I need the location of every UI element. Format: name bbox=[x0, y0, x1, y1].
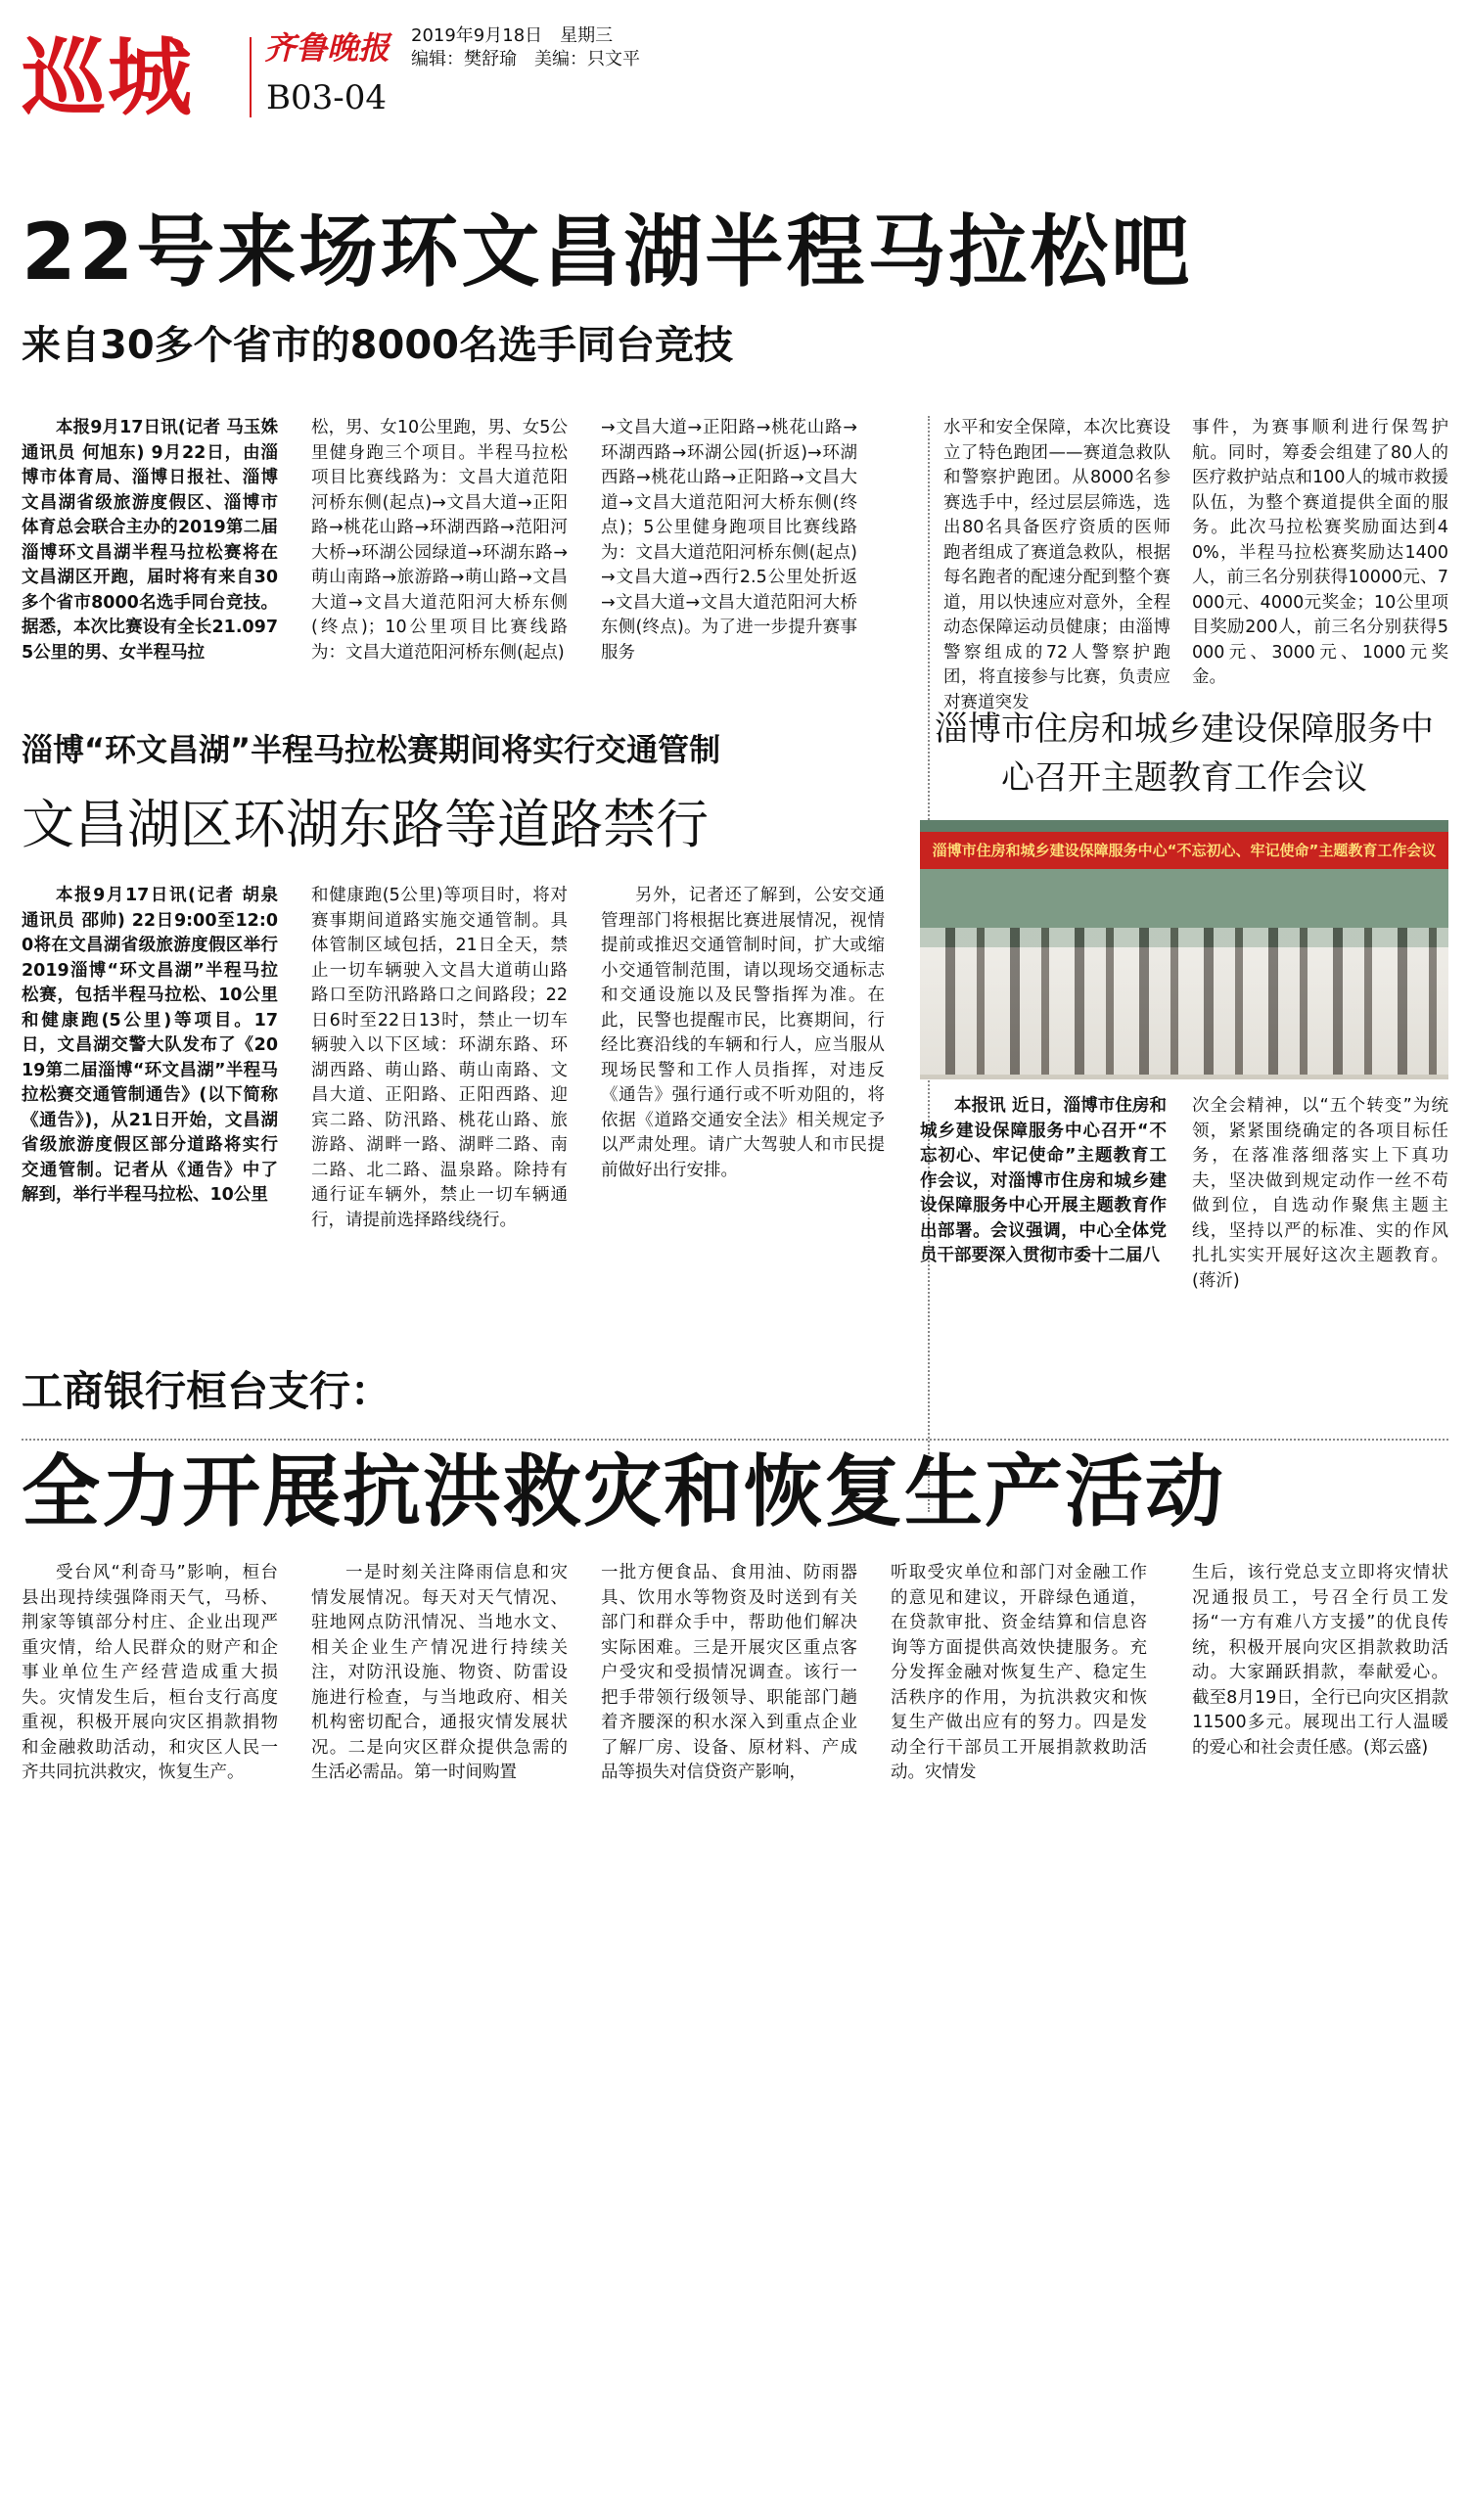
story4-headline: 全力开展抗洪救灾和恢复生产活动 bbox=[22, 1446, 1225, 1537]
story4-col-4: 听取受灾单位和部门对金融工作的意见和建议，开辟绿色通道，在贷款审批、资金结算和信息咨询等方面提供高效快捷服务。充分发挥金融对恢复生产、稳定生活秩序的作用，为抗洪救灾和恢复生产做出应有的努力。四是发动全行干部员工开展捐款救助活动。灾情发 bbox=[891, 1563, 1147, 1782]
story1-col-4: 水平和安全保障，本次比赛设立了特色跑团——赛道急救队和警察护跑团。从8000名参赛选手中，经过层层筛选，选出80名具备医疗资质的医师跑者组成了赛道急救队，根据每名跑者的配速分配到整个赛道，用以快速应对意外，全程动态保障运动员健康；由淄博警察组成的72人警察护跑团，将直接参与比赛，负责应对赛道突发 bbox=[943, 418, 1170, 712]
story4-col-3: 一批方便食品、食用油、防雨器具、饮用水等物资及时送到有关部门和群众手中，帮助他们解决实际困难。三是开展灾区重点客户受灾和受损情况调查。该行一把手带领行级领导、职能部门趟着齐腰深的积水深入到重点企业了解厂房、设备、原材料、产成品等损失对信贷资产影响， bbox=[601, 1563, 857, 1782]
story3-col-1: 本报讯 近日，淄博市住房和城乡建设保障服务中心召开“不忘初心、牢记使命”主题教育工作会议，对淄博市住房和城乡建设保障服务中心开展主题教育作出部署。会议强调，中心全体党员干部要深入贯彻市委十二届八 bbox=[920, 1096, 1167, 1265]
story2-col-2: 和健康跑(5公里)等项目时，将对赛事期间道路实施交通管制。具体管制区域包括，21日全天，禁止一切车辆驶入文昌大道萌山路路口至防汛路路口之间路段；22日6时至22日13时，禁止一切车辆驶入以下区域：环湖东路、环湖西路、萌山路、萌山南路、文昌大道、正阳路、正阳西路、迎宾二路、防汛路、桃花山路、旅游路、湖畔一路、湖畔二路、南二路、北二路、温泉路。除持有通行证车辆外，禁止一切车辆通行，请提前选择路线绕行。 bbox=[311, 886, 568, 1230]
story4-col-2: 一是时刻关注降雨信息和灾情发展情况。每天对天气情况、驻地网点防汛情况、当地水文、相关企业生产情况进行持续关注，对防汛设施、物资、防雷设施进行检查，与当地政府、相关机构密切配合，通报灾情发展状况。二是向灾区群众提供急需的生活必需品。第一时间购置 bbox=[311, 1563, 568, 1782]
story2-headline: 文昌湖区环湖东路等道路禁行 bbox=[22, 794, 709, 855]
story1-headline: 22号来场环文昌湖半程马拉松吧 bbox=[22, 206, 1193, 298]
paper-logo: 齐鲁晚报 bbox=[264, 29, 390, 67]
photo-people bbox=[920, 928, 1448, 1075]
story1-col-1: 本报9月17日讯(记者 马玉姝 通讯员 何旭东) 9月22日，由淄博市体育局、淄博日报社、淄博文昌湖省级旅游度假区、淄博市体育总会联合主办的2019第二届淄博环文昌湖半程马拉松赛将在文昌湖区开跑，届时将有来自30多个省市8000名选手同台竞技。据悉，本次比赛设有全长21.0975公里的男、女半程马拉 bbox=[22, 418, 278, 663]
story4-col-5: 生后，该行党总支立即将灾情状况通报员工，号召全行员工发扬“一方有难八方支援”的优良传统，积极开展向灾区捐款救助活动。大家踊跃捐款，奉献爱心。截至8月19日，全行已向灾区捐款11500多元。展现出工行人温暖的爱心和社会责任感。(郑云盛) bbox=[1192, 1563, 1448, 1758]
story2-col-3: 另外，记者还了解到，公安交通管理部门将根据比赛进展情况，视情提前或推迟交通管制时间，扩大或缩小交通管制范围，请以现场交通标志和交通设施以及民警指挥为准。在此，民警也提醒市民，比赛期间，行经比赛沿线的车辆和行人，应当服从现场民警和工作人员指挥，对违反《通告》强行通行或不听劝阻的，将依据《道路交通安全法》相关规定予以严肃处理。请广大驾驶人和市民提前做好出行安排。 bbox=[601, 886, 885, 1180]
photo-banner: 淄博市住房和城乡建设保障服务中心“不忘初心、牢记使命”主题教育工作会议 bbox=[920, 832, 1448, 869]
editor-line: 编辑：樊舒瑜 美编：只文平 bbox=[411, 49, 640, 69]
page-number: B03-04 bbox=[266, 78, 388, 117]
story1-subhead: 来自30多个省市的8000名选手同台竞技 bbox=[22, 323, 733, 368]
masthead-divider bbox=[250, 37, 252, 117]
story4-kicker: 工商银行桓台支行： bbox=[22, 1367, 392, 1415]
story3-headline: 淄博市住房和城乡建设保障服务中心召开主题教育工作会议 bbox=[935, 710, 1434, 798]
story3-col-2: 次全会精神，以“五个转变”为统领，紧紧围绕确定的各项目标任务，在落准落细落实上下真功夫，坚决做到规定动作一丝不苟做到位，自选动作聚焦主题主线，坚持以严的标准、实的作风扎扎实实开展好这次主题教育。(蒋沂) bbox=[1192, 1096, 1448, 1291]
story1-col-5: 事件，为赛事顺利进行保驾护航。同时，筹委会组建了80人的医疗救护站点和100人的城市救援队伍，为整个赛道提供全面的服务。此次马拉松赛奖励面达到40%，半程马拉松赛奖励达1400人，前三名分别获得10000元、7000元、4000元奖金；10公里项目奖励200人，前三名分别获得5000元、3000元、1000元奖金。 bbox=[1192, 418, 1448, 687]
story2-col-1: 本报9月17日讯(记者 胡泉 通讯员 邵帅) 22日9:00至12:00将在文昌湖省级旅游度假区举行2019淄博“环文昌湖”半程马拉松赛，包括半程马拉松、10公里和健康跑(5公里)等项目。17日，文昌湖交警大队发布了《2019第二届淄博“环文昌湖”半程马拉松赛交通管制通告》(以下简称《通告》)，从21日开始，文昌湖省级旅游度假区部分道路将实行交通管制。记者从《通告》中了解到，举行半程马拉松、10公里 bbox=[22, 886, 278, 1205]
meeting-photo bbox=[920, 820, 1448, 1079]
story1-col-2: 松，男、女10公里跑，男、女5公里健身跑三个项目。半程马拉松项目比赛线路为：文昌大道范阳河桥东侧(起点)→文昌大道→正阳路→桃花山路→环湖西路→范阳河大桥→环湖公园绿道→环湖东路→萌山南路→旅游路→萌山路→文昌大道→文昌大道范阳河大桥东侧(终点)；10公里项目比赛线路为：文昌大道范阳河桥东侧(起点) bbox=[311, 418, 568, 663]
date-line: 2019年9月18日 星期三 bbox=[411, 25, 614, 46]
story1-col-3: →文昌大道→正阳路→桃花山路→环湖西路→环湖公园(折返)→环湖西路→桃花山路→正阳路→文昌大道→文昌大道范阳河大桥东侧(终点)；5公里健身跑项目比赛线路为：文昌大道范阳河桥东侧(起点)→文昌大道→西行2.5公里处折返→文昌大道→文昌大道范阳河大桥东侧(终点)。为了进一步提升赛事服务 bbox=[601, 418, 857, 663]
section-title: 巡城 bbox=[22, 29, 194, 127]
story4-col-1: 受台风“利奇马”影响，桓台县出现持续强降雨天气，马桥、荆家等镇部分村庄、企业出现严重灾情，给人民群众的财产和企事业单位生产经营造成重大损失。灾情发生后，桓台支行高度重视，积极开展向灾区捐款捐物和金融救助活动，和灾区人民一齐共同抗洪救灾，恢复生产。 bbox=[22, 1563, 278, 1782]
section-divider bbox=[22, 1439, 1448, 1441]
story2-kicker: 淄博“环文昌湖”半程马拉松赛期间将实行交通管制 bbox=[22, 731, 721, 768]
